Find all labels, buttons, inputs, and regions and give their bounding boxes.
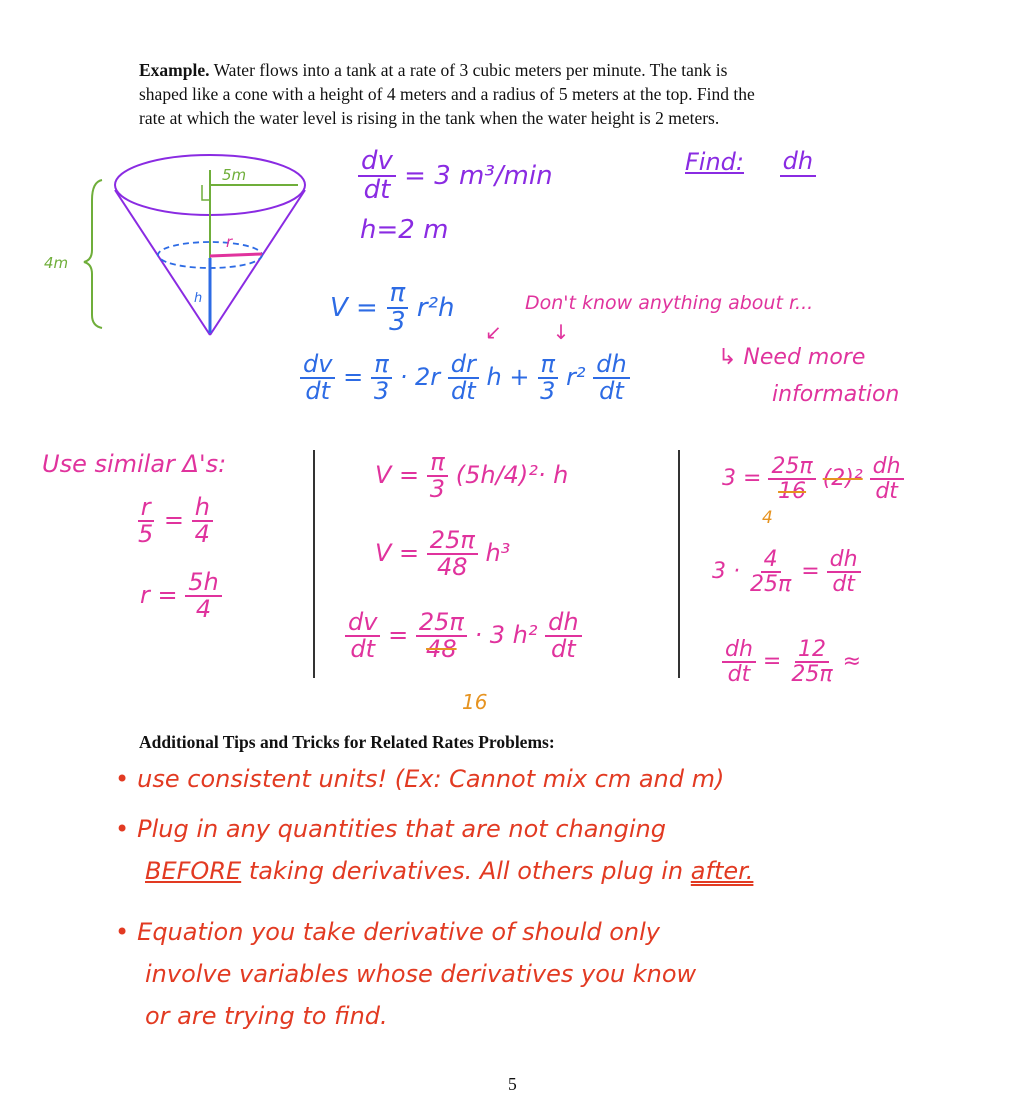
volume-rest: r²h [416, 292, 455, 323]
find-dh: dh [780, 149, 816, 176]
find-label: Find: [685, 148, 745, 176]
deriv-pi2: π [538, 352, 558, 379]
deriv-dr: dr [448, 352, 479, 379]
volume-lhs: V = [330, 292, 378, 323]
deriv-r2: r² [566, 363, 586, 392]
volume-formula [330, 280, 455, 337]
mid-dt3: dt [551, 635, 576, 664]
deriv-three2: 3 [540, 377, 556, 406]
tip-1: • use consistent units! (Ex: Cannot mix cm and m) [115, 765, 724, 793]
ratio-r: r [138, 495, 154, 522]
right-num3: 12 [795, 638, 829, 663]
problem-statement [139, 58, 755, 130]
mid-v2-lhs: V = [375, 539, 420, 568]
ratio-five: 5 [138, 520, 154, 549]
tip-3-line-3: or are trying to find. [145, 1002, 388, 1030]
mid-sixteen: 16 [462, 690, 488, 714]
note-need-more: ↳ Need more [718, 345, 866, 370]
r-eq: r = [140, 581, 178, 610]
note-dont-know: Don't know anything about r... [525, 292, 814, 314]
tip-taking: taking derivatives. All others plug in [248, 857, 684, 885]
given-rate-value: = 3 m³/min [404, 160, 553, 191]
deriv-h-plus: h + [486, 363, 530, 392]
deriv-dv: dv [300, 352, 335, 379]
right-angle-mark [202, 185, 210, 200]
cone-diagram [30, 150, 320, 350]
right-num2: 4 [761, 548, 781, 573]
similar-title: Use similar Δ's: [42, 450, 227, 478]
mid-pi: π [427, 450, 447, 477]
divider-right [678, 450, 680, 678]
similar-ratio [135, 495, 213, 547]
right-dh3: dh [722, 638, 756, 663]
right-four-small: 4 [762, 508, 773, 528]
given-height: h=2 m [360, 215, 449, 245]
mid-paren: (5h/4)²· h [455, 461, 569, 490]
right-dt2: dt [832, 572, 855, 598]
tip-3-line-2: involve variables whose derivatives you know [145, 960, 697, 988]
right-dt1: dt [875, 479, 898, 505]
find-block [685, 148, 816, 177]
given-rate [358, 148, 553, 205]
page-number: 5 [508, 1074, 517, 1094]
ratio-four: 4 [194, 520, 210, 549]
ratio-eq: = [163, 506, 185, 535]
tip-2-line-2 [145, 857, 753, 885]
deriv-three1: 3 [373, 377, 390, 406]
mid-three-h2: · 3 h² [474, 621, 538, 650]
mid-den2: 48 [437, 553, 468, 582]
right-line-2 [712, 548, 861, 596]
mid-h3: h³ [485, 539, 511, 568]
right-den3: 25π [791, 662, 833, 688]
problem-line-2: shaped like a cone with a height of 4 meters and a radius of 5 meters at the top. Find the [139, 84, 755, 104]
right-dh1: dh [870, 455, 904, 480]
right-den2: 25π [749, 572, 792, 598]
mid-dh: dh [545, 610, 581, 637]
r-solution [140, 570, 222, 622]
right-line-3 [722, 638, 861, 686]
volume-derivative [300, 352, 630, 404]
right-lhs1: 3 = [722, 466, 762, 492]
given-dv: dv [358, 148, 396, 177]
volume-three: 3 [389, 307, 406, 338]
height-label: 4m [44, 254, 69, 272]
water-radius-line [210, 254, 262, 256]
deriv-pi1: π [371, 352, 391, 379]
ratio-h: h [192, 495, 213, 522]
mid-num2: 25π [427, 528, 478, 555]
deriv-dt: dt [305, 377, 331, 406]
volume-pi: π [387, 280, 409, 309]
middle-line-1 [375, 450, 568, 502]
right-num1: 25π [768, 455, 815, 480]
mid-dv: dv [345, 610, 380, 637]
middle-line-2 [375, 528, 510, 580]
mid-den3: 48 [426, 635, 457, 664]
note-information: information [772, 382, 900, 407]
deriv-dh: dh [593, 352, 629, 379]
deriv-eq: = [343, 363, 364, 392]
problem-line-3: rate at which the water level is rising in the tank when the water height is 2 meters. [139, 108, 720, 128]
height-brace [84, 180, 102, 328]
deriv-two-r: · 2r [399, 363, 441, 392]
water-height-label: h [194, 291, 203, 306]
tip-2: • Plug in any quantities that are not changing [115, 815, 666, 843]
r-five-h: 5h [185, 570, 221, 597]
middle-line-3 [345, 610, 582, 662]
divider-left [313, 450, 315, 678]
right-sq: (2)² [822, 466, 863, 492]
mid-v1-lhs: V = [375, 461, 420, 490]
mid-three: 3 [429, 475, 446, 504]
tip-3: • Equation you take derivative of should only [115, 918, 660, 946]
problem-line-1: Water flows into a tank at a rate of 3 cubic meters per minute. The tank is [213, 60, 728, 80]
given-dt: dt [363, 175, 391, 206]
mid-eq: = [388, 621, 409, 650]
right-eq2: = [801, 559, 820, 585]
right-dh2: dh [827, 548, 861, 573]
deriv-dt2: dt [599, 377, 624, 406]
note-arrows: ↙ ↓ [485, 320, 570, 344]
deriv-dt1: dt [451, 377, 476, 406]
tip-after: after. [690, 857, 754, 885]
right-den1: 16 [778, 479, 807, 505]
right-approx: ≈ [842, 649, 862, 675]
mid-dt: dt [350, 635, 376, 664]
top-radius-label: 5m [222, 166, 247, 184]
r-four: 4 [195, 595, 212, 624]
tips-heading: Additional Tips and Tricks for Related Rates Problems: [139, 732, 555, 752]
right-dt3: dt [727, 662, 751, 688]
tip-before: BEFORE [145, 857, 242, 885]
water-radius-label: r [226, 233, 233, 251]
example-label: Example. [139, 60, 210, 80]
right-eq3: = [762, 649, 782, 675]
right-line-1 [722, 455, 904, 503]
right-lhs2: 3 · [712, 559, 740, 585]
mid-num3: 25π [416, 610, 467, 637]
